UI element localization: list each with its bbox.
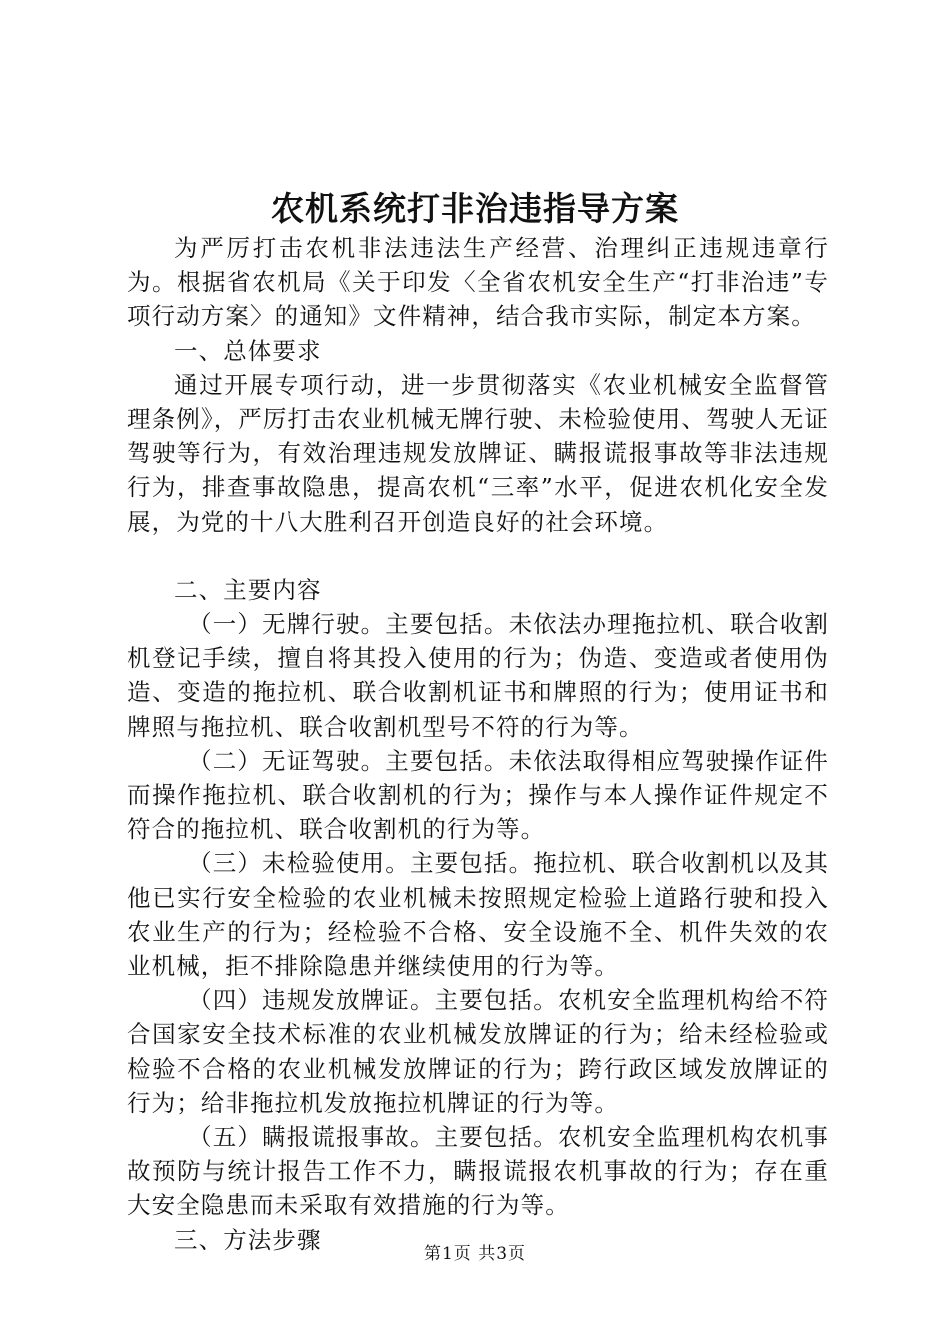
item-1-paragraph: （一）无牌行驶。主要包括。未依法办理拖拉机、联合收割机登记手续，擅自将其投入使用的行为；伪造、变造或者使用伪造、变造的拖拉机、联合收割机证书和牌照的行为；使用证书和牌照与拖拉机、联合收割机型号不符的行为等。: [127, 610, 829, 741]
page-footer: 第1页 共3页: [423, 1244, 527, 1264]
intro-paragraph: 为严厉打击农机非法违法生产经营、治理纠正违规违章行为。根据省农机局《关于印发〈全省农机安全生产“打非治违”专项行动方案〉的通知》文件精神，结合我市实际，制定本方案。: [127, 234, 829, 331]
paragraph-spacer: [127, 539, 829, 573]
section-heading-3: 三、方法步骤: [174, 1225, 322, 1254]
section-heading-2: 二、主要内容: [174, 575, 322, 604]
item-5-paragraph: （五）瞒报谎报事故。主要包括。农机安全监理机构农机事故预防与统计报告工作不力，瞒报谎报农机事故的行为；存在重大安全隐患而未采取有效措施的行为等。: [127, 1123, 829, 1220]
general-requirements-paragraph: 通过开展专项行动，进一步贯彻落实《农业机械安全监督管理条例》，严厉打击农业机械无牌行驶、未检验使用、驾驶人无证驾驶等行为，有效治理违规发放牌证、瞒报谎报事故等非法违规行为，排查事故隐患，提高农机“三率”水平，促进农机化安全发展，为党的十八大胜利召开创造良好的社会环境。: [127, 370, 829, 536]
item-2-paragraph: （二）无证驾驶。主要包括。未依法取得相应驾驶操作证件而操作拖拉机、联合收割机的行为；操作与本人操作证件规定不符合的拖拉机、联合收割机的行为等。: [127, 746, 829, 844]
document-title: 农机系统打非治违指导方案: [271, 189, 679, 228]
section-heading-1: 一、总体要求: [174, 336, 322, 365]
document-body: [127, 231, 829, 1257]
item-3-paragraph: （三）未检验使用。主要包括。拖拉机、联合收割机以及其他已实行安全检验的农业机械未按照规定检验上道路行驶和投入农业生产的行为；经检验不合格、安全设施不全、机件失效的农业机械，拒不排除隐患并继续使用的行为等。: [127, 849, 829, 981]
item-4-paragraph: （四）违规发放牌证。主要包括。农机安全监理机构给不符合国家安全技术标准的农业机械发放牌证的行为；给未经检验或检验不合格的农业机械发放牌证的行为；跨行政区域发放牌证的行为；给非拖拉机发放拖拉机牌证的行为等。: [127, 986, 829, 1117]
